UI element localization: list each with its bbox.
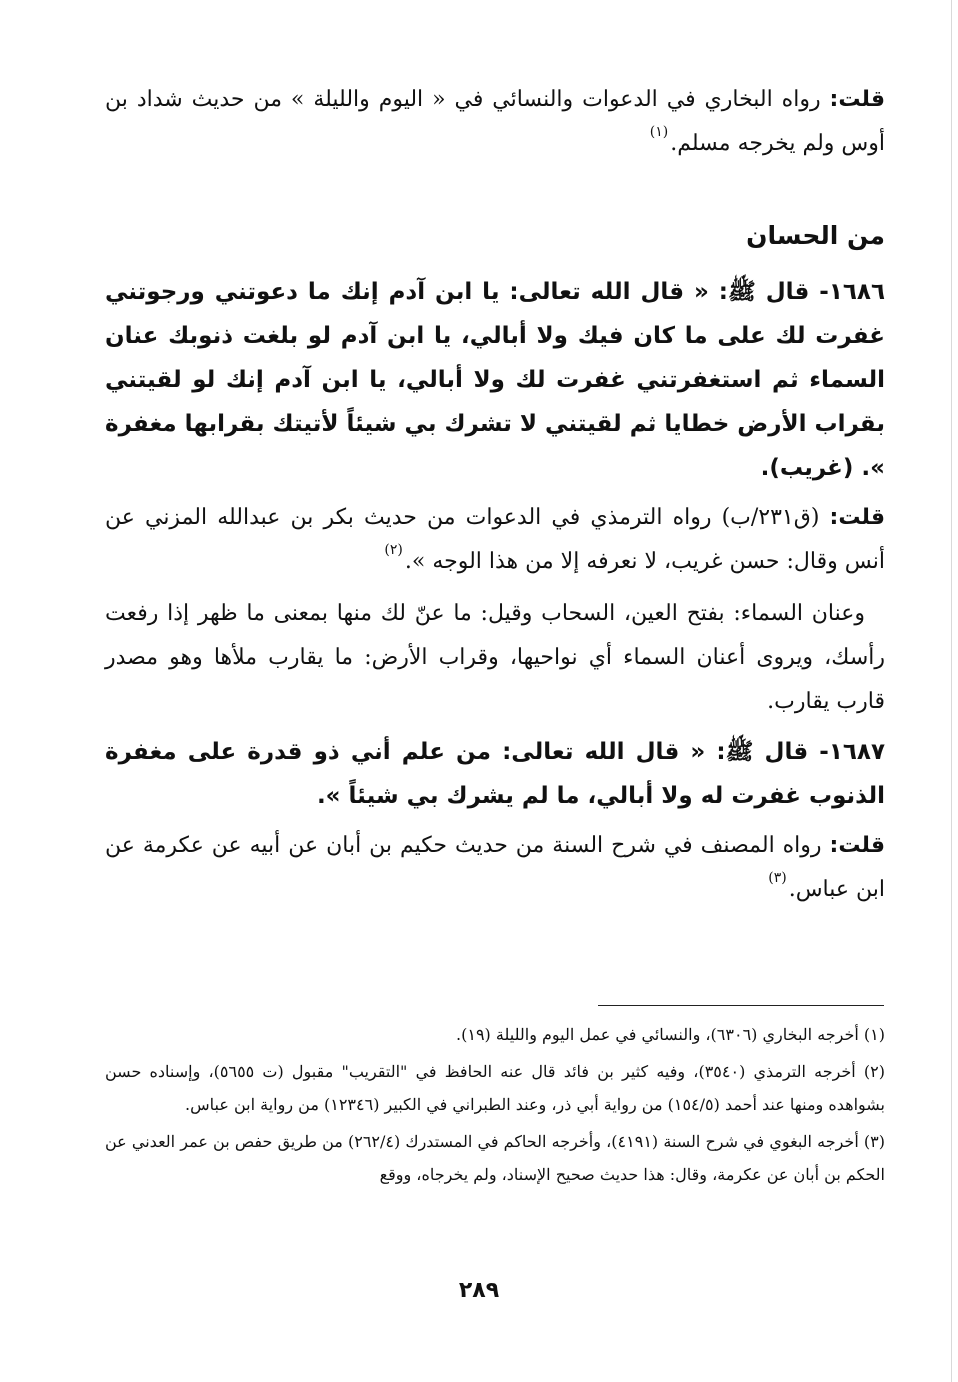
hadith-number: ١٦٨٦-: [819, 279, 885, 305]
footnote-separator: [598, 1005, 884, 1006]
hadith-1687: [105, 730, 885, 818]
footnote-ref-2: (٢): [384, 542, 403, 558]
qult-label: قلت:: [829, 87, 886, 112]
qult-label: قلت:: [829, 833, 885, 858]
hadith-1686: [105, 270, 885, 490]
qult-text: (ق٢٣١/ب) رواه الترمذي في الدعوات من حديث بكر بن عبدالله المزني عن أنس وقال: حسن غريب، لا نعرفه إلا من هذا الوجه ».: [105, 505, 885, 574]
qult-block-1: [105, 78, 885, 168]
main-text: [105, 78, 885, 920]
footnote-2: (٢) أخرجه الترمذي (٣٥٤٠)، وفيه كثير بن فائد قال عنه الحافظ في "التقريب" مقبول (ت ٥٦٥٥)، وإسناده حسن بشواهده ومنها عند أحمد (١٥٤/٥) من رواية أبي ذر، وعند الطبراني في الكبير (١٢٣٤٦) من رواية ابن عباس.: [105, 1062, 886, 1114]
page-number: ٢٨٩: [458, 1278, 500, 1303]
qult-block-2: [105, 496, 885, 586]
hadith-text: قال ﷺ: « قال الله تعالى: من علم أني ذو قدرة على مغفرة الذنوب غفرت له ولا أبالي، ما لم يشرك بي شيئاً ».: [105, 739, 885, 809]
section-heading: من الحسان: [746, 221, 885, 250]
hadith-text: قال ﷺ: « قال الله تعالى: يا ابن آدم إنك ما دعوتني ورجوتني غفرت لك على ما كان فيك ولا أبالي، يا ابن آدم لو بلغت ذنوبك عنان السماء ثم استغفرتني غفرت لك ولا أبالي، يا ابن آدم إنك لو لقيتني بقراب الأرض خطايا ثم لقيتني لا تشرك بي شيئاً لأتيتك بقرابها مغفرة ». (غريب).: [105, 279, 885, 481]
qult-label: قلت:: [829, 505, 885, 530]
qult-text: رواه المصنف في شرح السنة من حديث حكيم بن أبان عن أبيه عن عكرمة عن ابن عباس.: [105, 833, 885, 902]
scan-edge-line: [951, 0, 952, 1382]
footnote-3: (٣) أخرجه البغوي في شرح السنة (٤١٩١)، وأخرجه الحاكم في المستدرك (٢٦٢/٤) من طريق حفص بن عمر العدني عن الحكم بن أبان عن عكرمة، وقال: هذا حديث صحيح الإسناد، ولم يخرجاه، ووقع: [105, 1132, 886, 1184]
qult-text: رواه البخاري في الدعوات والنسائي في « اليوم والليلة » من حديث شداد بن أوس ولم يخرجه مسلم.: [105, 87, 885, 156]
explanation-paragraph: [105, 592, 885, 724]
footnote-ref-1: (١): [649, 124, 669, 140]
footnote-1: (١) أخرجه البخاري (٦٣٠٦)، والنسائي في عمل اليوم والليلة (١٩).: [456, 1025, 885, 1044]
footnotes: [105, 1018, 885, 1195]
footnote-ref-3: (٣): [768, 870, 787, 886]
qult-block-4: [105, 824, 885, 914]
hadith-number: ١٦٨٧-: [819, 739, 885, 765]
explanation-text: وعنان السماء: بفتح العين، السحاب وقيل: ما عنّ لك منها بمعنى ما ظهر إذا رفعت رأسك، ويروى أعنان السماء أي نواحيها، وقراب الأرض: ما يقارب ملأها وهو مصدر قارب يقارب.: [105, 601, 885, 714]
